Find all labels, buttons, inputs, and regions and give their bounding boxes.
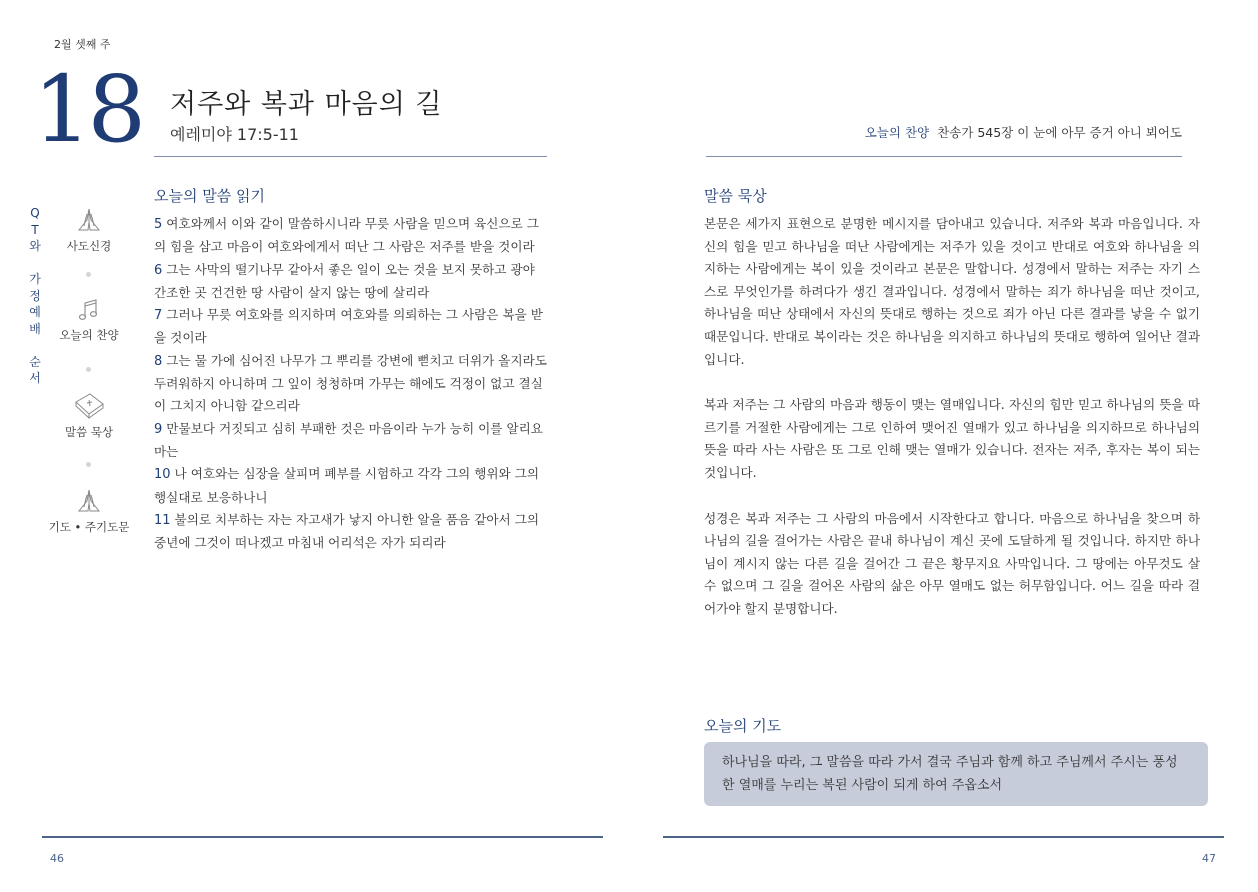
todays-praise: [865, 123, 1182, 141]
sidebar-item-label: 기도 • 주기도문: [48, 520, 130, 534]
meditation-body: [704, 213, 1200, 644]
praying-hands-icon: [76, 206, 102, 234]
header-rule-right: [706, 156, 1182, 157]
sidebar-item-prayer: [44, 487, 134, 535]
sidebar-dot: [86, 367, 91, 372]
verse-text: 만물보다 거짓되고 심히 부패한 것은 마음이라 누가 능히 이를 알리요마는: [154, 420, 543, 459]
footer-rule-right: [663, 836, 1224, 838]
vertical-char: 배: [29, 321, 41, 336]
week-label: 2월 셋째 주: [54, 38, 111, 51]
sidebar-item-label: 말씀 묵상: [64, 425, 114, 439]
vertical-title: [28, 205, 42, 387]
header-rule-left: [154, 156, 547, 157]
sidebar-dot: [86, 272, 91, 277]
verse-number: 8: [154, 353, 163, 369]
prayer-text: 하나님을 따라, 그 말씀을 따라 가서 결국 주님과 함께 하고 주님께서 주시는 풍성한 열매를 누리는 복된 사람이 되게 하여 주옵소서: [722, 755, 1178, 793]
verse-text: 그는 물 가에 심어진 나무가 그 뿌리를 강변에 뻗치고 더위가 올지라도 두려워하지 아니하며 그 잎이 청청하며 가무는 해에도 걱정이 없고 결실이 그치지 아니함 같으리라: [154, 352, 547, 414]
verse-text: 그는 사막의 떨기나무 같아서 좋은 일이 오는 것을 보지 못하고 광야 간조한 곳 건건한 땅 사람이 살지 않는 땅에 살리라: [154, 261, 535, 300]
sidebar-item-label: 오늘의 찬양: [59, 328, 119, 342]
sidebar-item-praise: [44, 297, 134, 343]
verse-number: 9: [154, 421, 163, 437]
praise-label: 오늘의 찬양: [864, 125, 930, 140]
verse-text: 그러나 무릇 여호와를 의지하며 여호와를 의뢰하는 그 사람은 복을 받을 것이라: [154, 307, 543, 346]
page-title: 저주와 복과 마음의 길: [170, 89, 443, 120]
bible-icon: [72, 390, 106, 420]
vertical-char: 예: [29, 305, 41, 319]
vertical-char: T: [31, 222, 39, 237]
sidebar-item-meditation: [44, 390, 134, 440]
page-number-left: 46: [50, 852, 64, 865]
sidebar-item-creed: [44, 206, 134, 254]
meditation-paragraph: 복과 저주는 그 사람의 마음과 행동이 맺는 열매입니다. 자신의 힘만 믿고 하나님의 뜻을 따르기를 거절한 사람에게는 그로 인하여 맺어진 열매가 있고 하나님을 의지하므로 하나님의 뜻을 따라 사는 사람은 또 그로 인해 맺는 열매가 있습니다. 전자는 저주, 후자는 복이 되는 것입니다.: [704, 397, 1200, 480]
meditation-paragraph: 본문은 세가지 표현으로 분명한 메시지를 담아내고 있습니다. 저주와 복과 마음입니다. 자신의 힘을 믿고 하나님을 떠난 사람에게는 저주가 있을 것이고 반대로 여호와 하나님을 의지하는 사람에게는 복이 있을 것이라고 본문은 말합니다. 성경에서 말하는 저주는 자기 스스로 무엇인가를 하려다가 생긴 결과입니다. 성경에서 말하는 죄가 하나님을 떠난 것이고, 하나님을 떠난 상태에서 자신의 뜻대로 행하는 것으로 죄가 아닌 다른 결과를 낳을 수 없기 때문입니다. 반대로 복이라는 것은 하나님을 의지하고 하나님의 뜻대로 행하여 일어난 결과입니다.: [704, 216, 1200, 367]
vertical-char: [28, 255, 42, 272]
vertical-char: 정: [29, 288, 41, 303]
verse-number: 5: [154, 217, 163, 232]
verse-text: 불의로 치부하는 자는 자고새가 낳지 아니한 알을 품음 같아서 그의 중년에 그것이 떠나겠고 마침내 어리석은 자가 되리라: [154, 511, 540, 551]
vertical-char: 순: [29, 354, 41, 369]
vertical-char: 서: [29, 371, 41, 385]
prayer-box: [704, 742, 1208, 806]
day-number: 18: [33, 56, 143, 163]
meditation-heading: 말씀 묵상: [704, 187, 767, 205]
verse-number: 11: [154, 512, 171, 528]
scripture-reading: [154, 213, 549, 554]
music-note-icon: [76, 297, 102, 323]
verse-number: 7: [154, 308, 163, 324]
reading-heading: 오늘의 말씀 읽기: [154, 187, 265, 205]
praise-hymn: 찬송가 545장 이 눈에 아무 증거 아니 뵈어도: [937, 125, 1182, 140]
verse-number: 6: [154, 262, 163, 278]
sidebar-dot: [86, 462, 91, 467]
verse-text: 여호와께서 이와 같이 말씀하시니라 무릇 사람을 믿으며 육신으로 그의 힘을 삼고 마음이 여호와에게서 떠난 그 사람은 저주를 받을 것이라: [154, 216, 539, 255]
vertical-char: [28, 337, 42, 354]
prayer-heading: 오늘의 기도: [704, 717, 782, 735]
meditation-paragraph: 성경은 복과 저주는 그 사람의 마음에서 시작한다고 합니다. 마음으로 하나님을 찾으며 하나님의 길을 걸어가는 사람은 끝내 하나님이 계신 곳에 도달하게 될 것입니다. 하지만 하나님이 계시지 않는 다른 길을 걸어간 그 끝은 황무지요 사막입니다. 그 땅에는 아무것도 살 수 없으며 그 길을 걸어온 사람의 삶은 아무 열매도 없는 허무함입니다. 어느 길을 따라 걸어가야 할지 분명합니다.: [704, 510, 1200, 616]
page-number-right: 47: [1202, 852, 1216, 865]
verse-number: 10: [154, 467, 171, 483]
vertical-char: Q: [30, 206, 40, 220]
sidebar-item-label: 사도신경: [66, 239, 112, 253]
verse-text: 나 여호와는 심장을 살피며 폐부를 시험하고 각각 그의 행위와 그의 행실대로 보응하나니: [154, 466, 540, 505]
scripture-reference: 예레미야 17:5-11: [170, 125, 299, 144]
footer-rule-left: [42, 836, 603, 838]
praying-hands-icon: [76, 487, 102, 515]
vertical-char: 와: [29, 239, 41, 253]
vertical-char: 가: [29, 272, 41, 286]
